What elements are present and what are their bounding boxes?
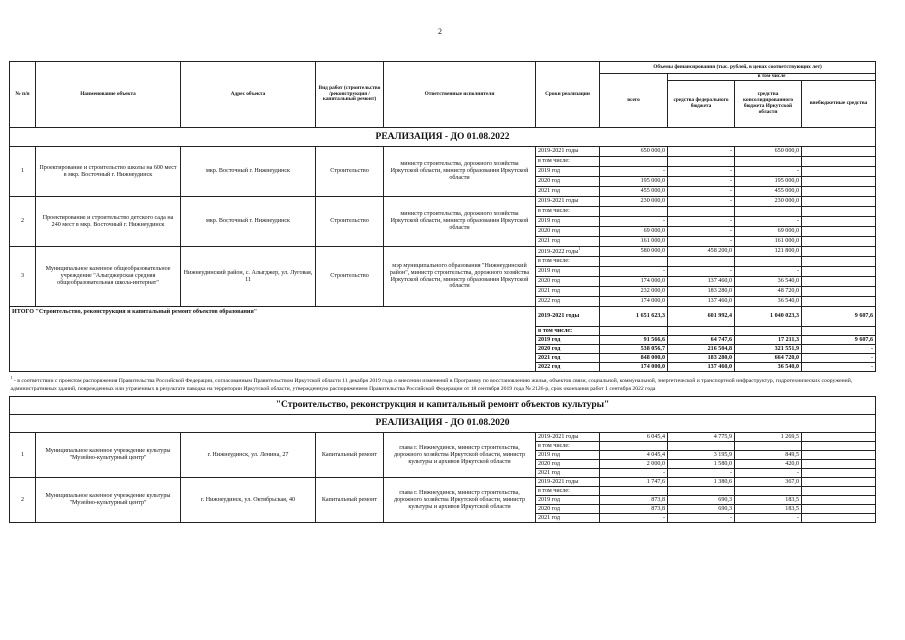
extra-value	[802, 277, 876, 287]
period-text: в том числе:	[538, 158, 570, 165]
footnote-mark: 1	[578, 246, 581, 252]
executors: глава г. Нижнеудинск, министр строительства, дорожного хозяйства Иркутской области, министр культуры и архивов Иркутской области	[384, 433, 536, 478]
period-text: 2020 год	[538, 178, 561, 185]
federal-value: 3 195,9	[668, 451, 735, 460]
total-value	[600, 257, 668, 267]
consolidated-value	[735, 157, 802, 167]
row-number: 3	[10, 247, 36, 307]
period-cell: 2021 год	[536, 354, 600, 363]
period-cell	[536, 157, 600, 167]
period-text: 2021 год	[538, 288, 561, 295]
header-executors: Ответственные исполнители	[384, 62, 536, 128]
consolidated-value	[735, 487, 802, 496]
federal-value: 1 580,0	[668, 460, 735, 469]
extra-value	[802, 451, 876, 460]
federal-value: -	[668, 167, 735, 177]
object-name: Муниципальное казенное общеобразовательное учреждение "Алыгджерская средняя общеобразовательная школа-интернат"	[36, 247, 181, 307]
period-cell	[536, 167, 600, 177]
object-name: Муниципальное казенное учреждение культуры "Музейно-культурный центр"	[36, 433, 181, 478]
section-title: РЕАЛИЗАЦИЯ - ДО 01.08.2020	[10, 415, 876, 433]
period-cell: 2020 год	[536, 345, 600, 354]
extra-value	[802, 177, 876, 187]
period-text: 2019-2021 годы	[538, 198, 579, 205]
federal-value: -	[668, 187, 735, 197]
section-heading: "Строительство, реконструкция и капитальный ремонт объектов культуры"	[10, 397, 876, 415]
table-row	[10, 478, 876, 487]
table-row	[10, 247, 876, 257]
extra-value	[802, 297, 876, 307]
object-address: Нижнеудинский район, с. Алыгджер, ул. Луговая, 11	[181, 247, 316, 307]
consolidated-value: 183,5	[735, 505, 802, 514]
period-cell	[536, 460, 600, 469]
extra-value	[802, 247, 876, 257]
total-value	[600, 487, 668, 496]
total-value: 230 000,0	[600, 197, 668, 207]
federal-value: 183 280,0	[668, 287, 735, 297]
funding-table	[9, 61, 876, 523]
consolidated-value: 420,0	[735, 460, 802, 469]
work-type: Строительство	[316, 197, 384, 247]
footnote	[10, 372, 876, 397]
total-value: 91 566,6	[600, 336, 668, 345]
federal-value	[668, 257, 735, 267]
period-cell	[536, 287, 600, 297]
period-cell	[536, 187, 600, 197]
period-text: 2019 год	[538, 496, 561, 503]
period-text: 2022 год	[538, 298, 561, 305]
object-address: мкр. Восточный г. Нижнеудинск	[181, 147, 316, 197]
total-value: 174 000,0	[600, 363, 668, 372]
total-value	[600, 327, 668, 336]
executors: министр строительства, дорожного хозяйства Иркутской области, министр образования Иркутской области	[384, 147, 536, 197]
total-value: -	[600, 469, 668, 478]
total-value: 161 000,0	[600, 237, 668, 247]
federal-value: 458 200,0	[668, 247, 735, 257]
object-address: г. Нижнеудинск, ул. Ленина, 27	[181, 433, 316, 478]
consolidated-value	[735, 327, 802, 336]
federal-value: -	[668, 177, 735, 187]
executors: мэр муниципального образования "Нижнеудинский район", министр строительства, дорожного хозяйства Иркутской области, министр образования Иркутской области	[384, 247, 536, 307]
consolidated-value: 36 540,0	[735, 363, 802, 372]
consolidated-value: 48 720,0	[735, 287, 802, 297]
period-text: в том числе:	[538, 442, 570, 449]
period-text: 2020 год	[538, 228, 561, 235]
consolidated-value	[735, 207, 802, 217]
period-text: 2019-2021 годы	[538, 433, 579, 440]
federal-value: 1 380,6	[668, 478, 735, 487]
total-value: -	[600, 167, 668, 177]
extra-value	[802, 217, 876, 227]
extra-value	[802, 207, 876, 217]
header-work-type: Вид работ (строительство /реконструкция /капитальный ремонт)	[316, 62, 384, 128]
period-cell	[536, 257, 600, 267]
federal-value: 690,3	[668, 505, 735, 514]
extra-value	[802, 187, 876, 197]
page-number: 2	[438, 27, 442, 36]
period-text: 2019 год	[538, 168, 561, 175]
header-address: Адрес объекта	[181, 62, 316, 128]
section-row	[10, 128, 876, 147]
row-number: 2	[10, 197, 36, 247]
federal-value	[668, 442, 735, 451]
federal-value: 183 280,0	[668, 354, 735, 363]
extra-value	[802, 496, 876, 505]
extra-value	[802, 287, 876, 297]
federal-value: -	[668, 227, 735, 237]
work-type: Строительство	[316, 247, 384, 307]
consolidated-value	[735, 442, 802, 451]
total-value: 580 000,0	[600, 247, 668, 257]
consolidated-value: 195 000,0	[735, 177, 802, 187]
consolidated-value: 650 000,0	[735, 147, 802, 157]
extra-value	[802, 433, 876, 442]
period-cell	[536, 267, 600, 277]
object-name: Проектирование и строительство детского сада на 240 мест в мкр. Восточный г. Нижнеудинск	[36, 197, 181, 247]
extra-value	[802, 197, 876, 207]
consolidated-value: 849,5	[735, 451, 802, 460]
federal-value: -	[668, 469, 735, 478]
extra-value	[802, 167, 876, 177]
total-value: 232 000,0	[600, 287, 668, 297]
total-value: 848 000,0	[600, 354, 668, 363]
extra-value	[802, 505, 876, 514]
period-cell: 2022 год	[536, 363, 600, 372]
consolidated-value: 664 720,0	[735, 354, 802, 363]
federal-value: 4 775,9	[668, 433, 735, 442]
section-heading-row	[10, 397, 876, 415]
period-cell	[536, 207, 600, 217]
period-cell	[536, 197, 600, 207]
row-number: 1	[10, 147, 36, 197]
executors: глава г. Нижнеудинск, министр строительства, дорожного хозяйства Иркутской области, министр культуры и архивов Иркутской области	[384, 478, 536, 523]
consolidated-value: 69 000,0	[735, 227, 802, 237]
period-cell: в том числе:	[536, 327, 600, 336]
object-name: Муниципальное казенное учреждение культуры "Музейно-культурный центр"	[36, 478, 181, 523]
period-text: 2021 год	[538, 514, 561, 521]
period-cell	[536, 478, 600, 487]
period-cell	[536, 505, 600, 514]
period-cell	[536, 237, 600, 247]
header-extra: внебюджетные средства	[802, 81, 876, 128]
consolidated-value: 36 540,0	[735, 297, 802, 307]
total-value	[600, 207, 668, 217]
total-value	[600, 442, 668, 451]
period-text: в том числе:	[538, 208, 570, 215]
object-address: г. Нижнеудинск, ул. Октябрьская, 40	[181, 478, 316, 523]
header-including: в том числе	[668, 74, 876, 81]
federal-value: 137 460,0	[668, 363, 735, 372]
header-num: № п/п	[10, 62, 36, 128]
extra-value	[802, 514, 876, 523]
federal-value: 601 992,4	[668, 307, 735, 327]
total-value: 1 747,6	[600, 478, 668, 487]
header-funding-group: Объемы финансирования (тыс. рублей, в ценах соответствующих лет)	[600, 62, 876, 74]
extra-value	[802, 257, 876, 267]
federal-value: -	[668, 514, 735, 523]
extra-value	[802, 147, 876, 157]
extra-value	[802, 442, 876, 451]
total-value: 873,8	[600, 496, 668, 505]
work-type: Капитальный ремонт	[316, 478, 384, 523]
consolidated-value: 230 000,0	[735, 197, 802, 207]
total-label: ИТОГО "Строительство, реконструкция и капитальный ремонт объектов образования"	[10, 307, 536, 372]
header-federal: средства федерального бюджета	[668, 81, 735, 128]
total-value: 6 045,4	[600, 433, 668, 442]
period-cell	[536, 487, 600, 496]
period-cell	[536, 297, 600, 307]
table-row	[10, 433, 876, 442]
executors: министр строительства, дорожного хозяйства Иркутской области, министр образования Иркутской области	[384, 197, 536, 247]
header-total: всего	[600, 74, 668, 128]
period-text: 2020 год	[538, 460, 561, 467]
period-cell	[536, 496, 600, 505]
consolidated-value: 121 800,0	[735, 247, 802, 257]
federal-value	[668, 327, 735, 336]
period-text: 2019 год	[538, 268, 561, 275]
total-value: -	[600, 267, 668, 277]
period-cell	[536, 217, 600, 227]
extra-value	[802, 227, 876, 237]
period-text: 2020 год	[538, 505, 561, 512]
total-value	[600, 157, 668, 167]
extra-value	[802, 237, 876, 247]
consolidated-value	[735, 257, 802, 267]
consolidated-value: -	[735, 514, 802, 523]
total-row	[10, 307, 876, 327]
header-name: Наименование объекта	[36, 62, 181, 128]
federal-value: 64 747,6	[668, 336, 735, 345]
period-cell	[536, 277, 600, 287]
header-row	[10, 62, 876, 74]
period-cell	[536, 442, 600, 451]
extra-value	[802, 157, 876, 167]
extra-value: -	[802, 354, 876, 363]
total-value: 69 000,0	[600, 227, 668, 237]
consolidated-value: -	[735, 267, 802, 277]
extra-value	[802, 478, 876, 487]
object-name: Проектирование и строительство школы на 600 мест в мкр. Восточный г. Нижнеудинск	[36, 147, 181, 197]
period-cell	[536, 227, 600, 237]
extra-value	[802, 327, 876, 336]
total-value: 174 000,0	[600, 297, 668, 307]
header-consolidated: средства консолидированного бюджета Иркутской области	[735, 81, 802, 128]
federal-value: -	[668, 217, 735, 227]
consolidated-value: 1 269,5	[735, 433, 802, 442]
federal-value: 216 504,8	[668, 345, 735, 354]
federal-value	[668, 487, 735, 496]
section-title: РЕАЛИЗАЦИЯ - ДО 01.08.2022	[10, 128, 876, 147]
consolidated-value: 367,0	[735, 478, 802, 487]
period-cell	[536, 247, 600, 257]
federal-value: -	[668, 147, 735, 157]
federal-value: 137 460,0	[668, 277, 735, 287]
total-value: 195 000,0	[600, 177, 668, 187]
period-cell	[536, 147, 600, 157]
row-number: 2	[10, 478, 36, 523]
total-value: 873,8	[600, 505, 668, 514]
total-value: -	[600, 514, 668, 523]
consolidated-value: 1 040 023,3	[735, 307, 802, 327]
total-value: 455 000,0	[600, 187, 668, 197]
total-value: 1 651 623,3	[600, 307, 668, 327]
period-cell	[536, 433, 600, 442]
federal-value: 690,3	[668, 496, 735, 505]
extra-value: -	[802, 363, 876, 372]
consolidated-value: 17 211,3	[735, 336, 802, 345]
footnote-row	[10, 372, 876, 397]
consolidated-value: 455 000,0	[735, 187, 802, 197]
period-cell	[536, 514, 600, 523]
extra-value	[802, 469, 876, 478]
period-text: 2021 год	[538, 188, 561, 195]
federal-value	[668, 207, 735, 217]
period-cell: 2019 год	[536, 336, 600, 345]
period-text: 2019-2021 годы	[538, 478, 579, 485]
federal-value: -	[668, 267, 735, 277]
header-period: Сроки реализации	[536, 62, 600, 128]
total-value: 2 000,0	[600, 460, 668, 469]
period-text: 2019-2022 годы	[538, 249, 579, 256]
consolidated-value: 321 551,9	[735, 345, 802, 354]
consolidated-value: 161 000,0	[735, 237, 802, 247]
total-value: 4 045,4	[600, 451, 668, 460]
consolidated-value: -	[735, 469, 802, 478]
extra-value: 9 607,6	[802, 307, 876, 327]
period-cell	[536, 177, 600, 187]
row-number: 1	[10, 433, 36, 478]
consolidated-value: 183,5	[735, 496, 802, 505]
federal-value: -	[668, 237, 735, 247]
period-text: 2020 год	[538, 278, 561, 285]
consolidated-value: 36 540,0	[735, 277, 802, 287]
extra-value	[802, 460, 876, 469]
consolidated-value: -	[735, 167, 802, 177]
total-value: 538 056,7	[600, 345, 668, 354]
table-row	[10, 147, 876, 157]
total-value: -	[600, 217, 668, 227]
period-text: в том числе:	[538, 487, 570, 494]
federal-value: -	[668, 197, 735, 207]
work-type: Строительство	[316, 147, 384, 197]
period-text: в том числе:	[538, 258, 570, 265]
extra-value	[802, 487, 876, 496]
period-text: 2019 год	[538, 218, 561, 225]
total-value: 174 000,0	[600, 277, 668, 287]
extra-value: 9 607,6	[802, 336, 876, 345]
object-address: мкр. Восточный г. Нижнеудинск	[181, 197, 316, 247]
period-cell: 2019-2021 годы	[536, 307, 600, 327]
period-cell	[536, 469, 600, 478]
period-cell	[536, 451, 600, 460]
table-row	[10, 197, 876, 207]
period-text: 2021 год	[538, 238, 561, 245]
federal-value	[668, 157, 735, 167]
footnote-mark: 1	[10, 375, 13, 380]
section-row	[10, 415, 876, 433]
consolidated-value: -	[735, 217, 802, 227]
period-text: 2019 год	[538, 451, 561, 458]
extra-value: -	[802, 345, 876, 354]
total-value: 650 000,0	[600, 147, 668, 157]
extra-value	[802, 267, 876, 277]
federal-value: 137 460,0	[668, 297, 735, 307]
period-text: 2021 год	[538, 469, 561, 476]
footnote-text: - в соответствии с проектом распоряжения Правительства Российской Федерации, согласованным Правительством Иркутской области 11 декабря 2019 года о внесении изменений в Программу по восстановлению жилья, объектов связи, социальной, коммунальной, энергетической и транспортной инфраструктур, гидротехнических сооружений, административных зданий, поврежденных или утраченных в результате паводка на территории Иркутской области, утвержденную распоряжением Правительства Российской Федерации от 18 сентября 2019 года № 2126-р, срок окончания работ 1 сентября 2022 года	[10, 377, 853, 392]
period-text: 2019-2021 годы	[538, 148, 579, 155]
work-type: Капитальный ремонт	[316, 433, 384, 478]
